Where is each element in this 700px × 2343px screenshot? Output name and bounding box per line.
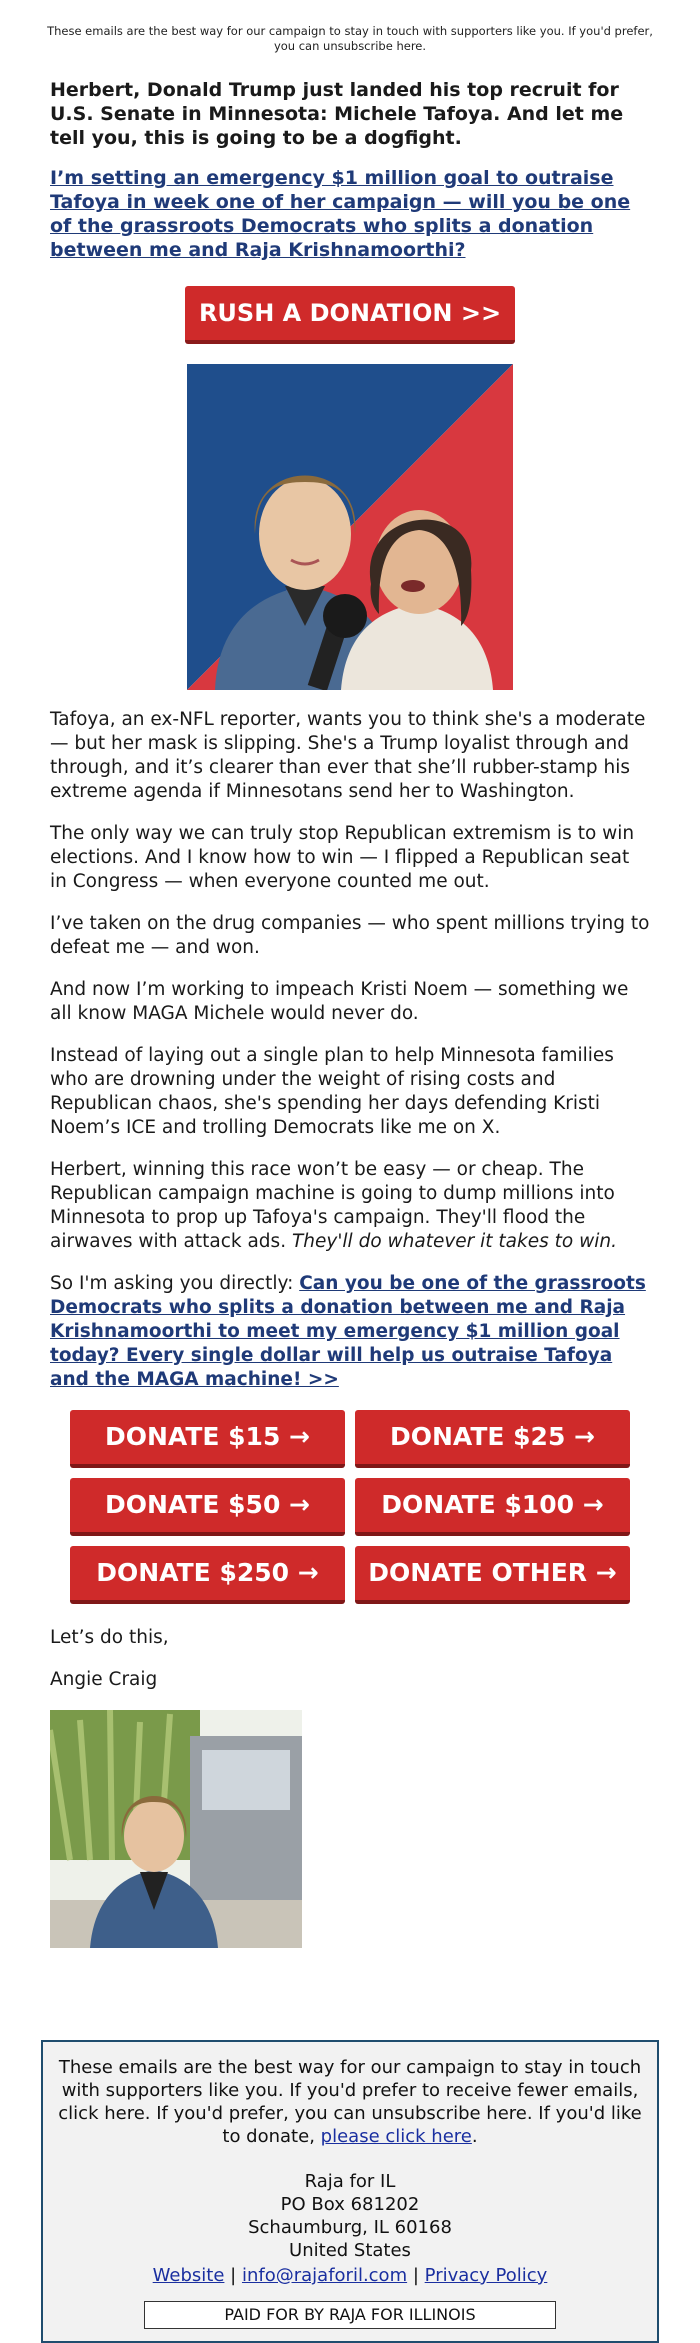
footer-note: These emails are the best way for our campaign to stay in touch with supporters like you. If you'd prefer to receive fewer emails, click here. If you'd prefer, you can unsubscribe here. If you'd like to donate, <box>58 2057 642 2147</box>
lead-headline: Herbert, Donald Trump just landed his top recruit for U.S. Senate in Minnesota: Michele Tafoya. And let me tell you, this is going to be a dogfight. <box>50 79 624 149</box>
footer-separator: | <box>230 2265 237 2286</box>
signoff: Let’s do this, <box>50 1627 169 1648</box>
footer-website-link[interactable]: Website <box>152 2265 225 2286</box>
paragraph-no-plan: Instead of laying out a single plan to help Minnesota families who are drowning under the weight of rising costs and Republican chaos, she's spending her days defending Kristi Noem’s ICE and trolling Democrats like me on X. <box>50 1045 614 1138</box>
donation-buttons <box>50 1410 650 1604</box>
donate-15-button[interactable]: DONATE $15 → <box>70 1410 345 1468</box>
footer-period: . <box>471 2126 478 2147</box>
footer-po-box: PO Box 681202 <box>280 2194 420 2215</box>
paragraph-win-elections: The only way we can truly stop Republican extremism is to win elections. And I know how to win — I flipped a Republican seat in Congress — when everyone counted me out. <box>50 823 635 892</box>
donate-100-button[interactable]: DONATE $100 → <box>355 1478 630 1536</box>
footer-country: United States <box>289 2240 411 2261</box>
footer-separator: | <box>412 2265 419 2286</box>
footer-privacy-link[interactable]: Privacy Policy <box>424 2265 548 2286</box>
angie-craig-photo <box>50 1710 302 1948</box>
footer-address <box>53 2170 647 2262</box>
paragraph-herbert <box>50 1158 650 1254</box>
footer-city: Schaumburg, IL 60168 <box>248 2217 452 2238</box>
rush-donation-button[interactable]: RUSH A DONATION >> <box>185 286 515 344</box>
split-donation-link[interactable]: Can you be one of the grassroots Democrats who splits a donation between me and Raja Krishnamoorthi to meet my emergency $1 million goal today? Every single dollar will help us outraise Tafoya and the MAGA machine! >> <box>50 1273 646 1390</box>
emergency-goal-link[interactable]: I’m setting an emergency $1 million goal to outraise Tafoya in week one of her campaign — will you be one of the grassroots Democrats who splits a donation between me and Raja Krishnamoorthi? <box>50 167 631 261</box>
direct-ask-intro: So I'm asking you directly: <box>50 1273 294 1294</box>
footer <box>41 2040 659 2343</box>
signature-name: Angie Craig <box>50 1669 158 1690</box>
footer-text <box>53 2056 647 2148</box>
candidates-photo[interactable] <box>187 364 513 690</box>
paragraph-impeach-noem: And now I’m working to impeach Kristi Noem — something we all know MAGA Michele would never do. <box>50 979 629 1024</box>
paid-for-disclaimer: PAID FOR BY RAJA FOR ILLINOIS <box>144 2301 556 2329</box>
footer-links <box>53 2264 647 2287</box>
angie-craig-photo-art <box>50 1710 302 1948</box>
paragraph-herbert-italic: They'll do whatever it takes to win. <box>291 1231 617 1252</box>
paragraph-herbert-text: Herbert, winning this race won’t be easy — or cheap. The Republican campaign machine is going to dump millions into Minnesota to prop up Tafoya's campaign. They'll flood the airwaves with attack ads. <box>50 1159 615 1252</box>
paragraph-direct-ask <box>50 1272 650 1392</box>
donate-other-button[interactable]: DONATE OTHER → <box>355 1546 630 1604</box>
footer-org: Raja for IL <box>304 2171 396 2192</box>
header-unsubscribe-note: These emails are the best way for our campaign to stay in touch with supporters like you. If you'd prefer, you can unsubscribe here. <box>47 24 653 53</box>
footer-donate-link[interactable]: please click here <box>320 2126 472 2147</box>
email-body <box>50 78 650 1948</box>
candidates-photo-art <box>187 364 513 690</box>
donate-250-button[interactable]: DONATE $250 → <box>70 1546 345 1604</box>
donate-25-button[interactable]: DONATE $25 → <box>355 1410 630 1468</box>
paragraph-drug-companies: I’ve taken on the drug companies — who spent millions trying to defeat me — and won. <box>50 913 650 958</box>
donate-50-button[interactable]: DONATE $50 → <box>70 1478 345 1536</box>
rush-donation-wrap <box>50 286 650 344</box>
footer-email-link[interactable]: info@rajaforil.com <box>241 2265 408 2286</box>
paragraph-mask: Tafoya, an ex-NFL reporter, wants you to think she's a moderate — but her mask is slipping. She's a Trump loyalist through and through, and it’s clearer than ever that she’ll rubber-stamp his extreme agenda if Minnesotans send her to Washington. <box>50 709 646 802</box>
